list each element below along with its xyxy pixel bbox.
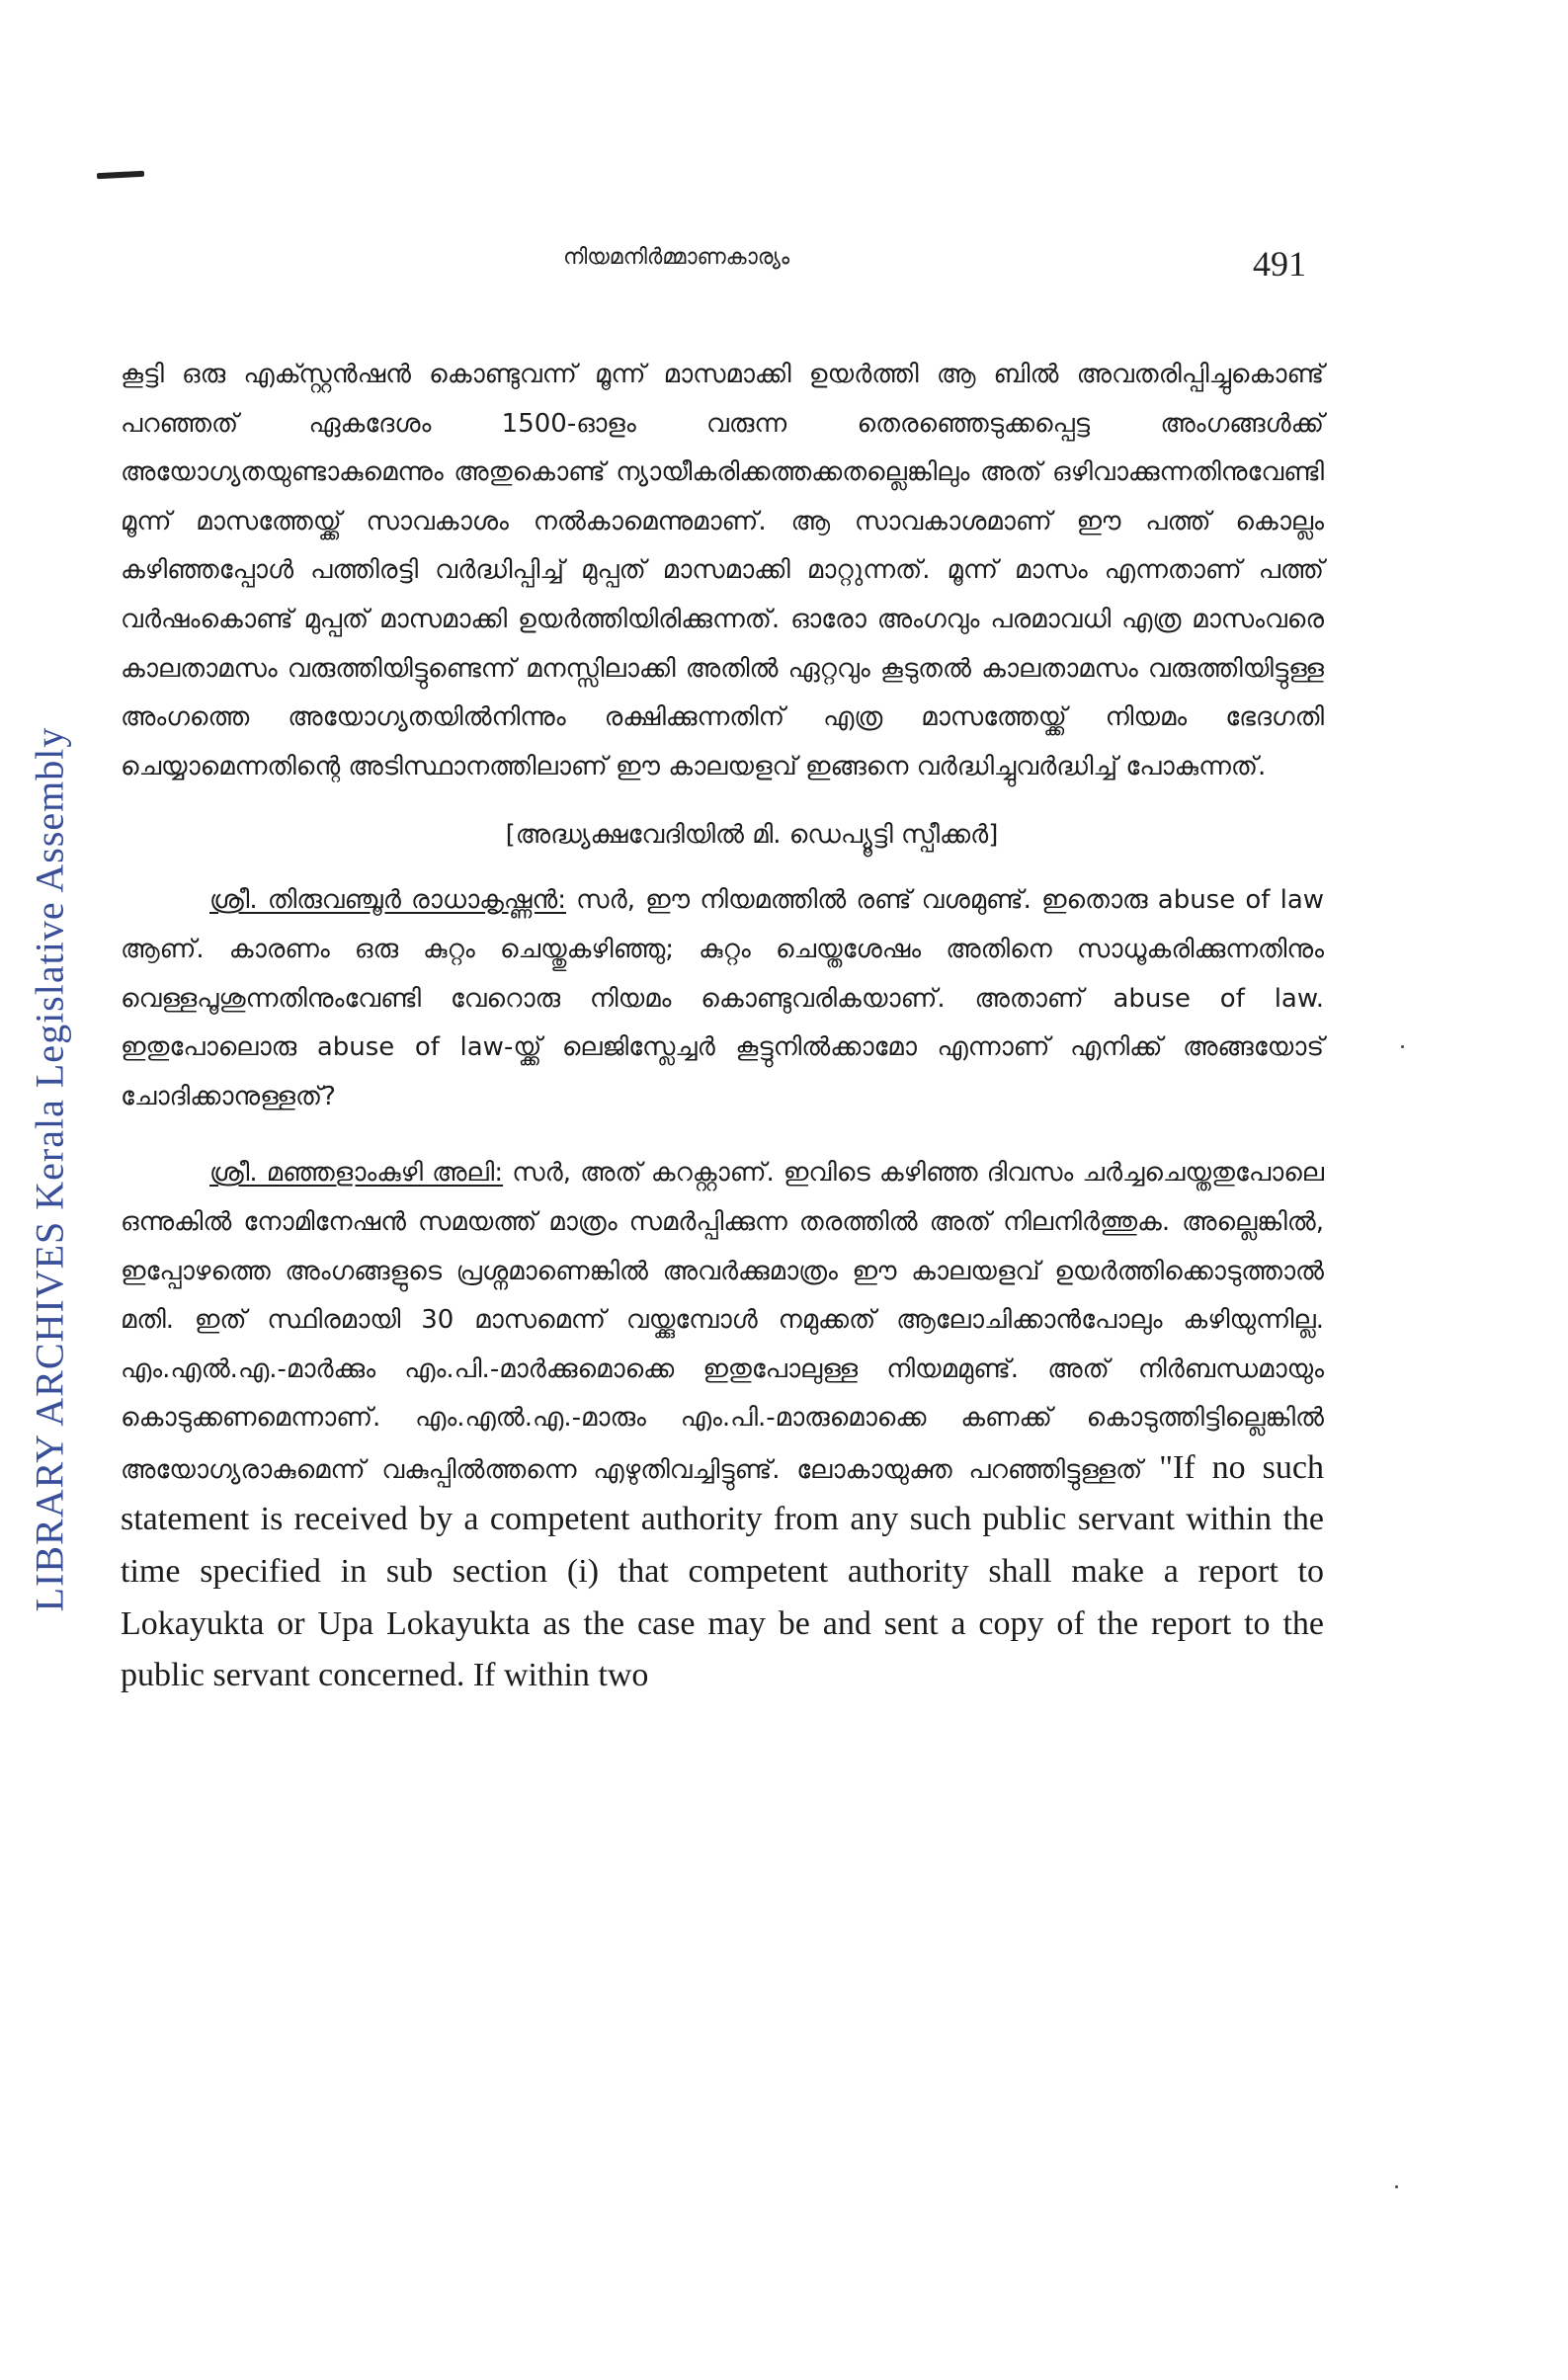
speaker-name: ശ്രീ. മഞ്ഞളാംകുഴി അലി: (209, 1158, 504, 1189)
chair-note: [അദ്ധ്യക്ഷവേദിയിൽ മി. ഡെപ്യൂട്ടി സ്പീക്കർ] (505, 820, 999, 851)
page-number: 491 (1253, 244, 1306, 284)
scan-mark (97, 171, 144, 180)
english-quote: "If no such statement is received by a competent authority from any such public servant within the time specified in sub section (i) that competent authority shall make a report to Lokayukta or Upa Lokayukta as the case may be and sent a copy of the report to the public servant concerned. If within two (121, 1448, 1324, 1694)
paragraph-1: കൂട്ടി ഒരു എക്സ്റ്റൻഷൻ കൊണ്ടുവന്ന് മൂന്ന് മാസമാക്കി ഉയർത്തി ആ ബിൽ അവതരിപ്പിച്ചുകൊണ്ട് പറഞ്ഞത് ഏകദേശം 1500-ഓളം വരുന്ന തെരഞ്ഞെടുക്കപ്പെട്ട അംഗങ്ങൾക്ക് അയോഗ്യതയുണ്ടാകുമെന്നും അതുകൊണ്ട് ന്യായീകരിക്കത്തക്കതല്ലെങ്കിലും അത് ഒഴിവാക്കുന്നതിനുവേണ്ടി മൂന്ന് മാസത്തേയ്ക്ക് സാവകാശം നൽകാമെന്നുമാണ്. ആ സാവകാശമാണ് ഈ പത്ത് കൊല്ലം കഴിഞ്ഞപ്പോൾ പത്തിരട്ടി വർദ്ധിപ്പിച്ച് മുപ്പത് മാസമാക്കി മാറ്റുന്നത്. മൂന്ന് മാസം എന്നതാണ് പത്ത് വർഷംകൊണ്ട് മുപ്പത് മാസമാക്കി ഉയർത്തിയിരിക്കുന്നത്. ഓരോ അംഗവും പരമാവധി എത്ര മാസംവരെ കാലതാമസം വരുത്തിയിട്ടുണ്ടെന്ന് മനസ്സിലാക്കി അതിൽ ഏറ്റവും കൂടുതൽ കാലതാമസം വരുത്തിയിട്ടുള്ള അംഗത്തെ അയോഗ്യതയിൽനിന്നും രക്ഷിക്കുന്നതിന് എത്ര മാസത്തേയ്ക്ക് നിയമം ഭേദഗതി ചെയ്യാമെന്നതിന്റെ അടിസ്ഥാനത്തിലാണ് ഈ കാലയളവ് ഇങ്ങനെ വർദ്ധിച്ചുവർദ്ധിച്ച് പോകുന്നത്. (121, 360, 1324, 781)
speech-1 (121, 876, 1324, 1121)
body-text (121, 351, 1324, 1703)
speech-text: സർ, അത് കറക്റ്റാണ്. ഇവിടെ കഴിഞ്ഞ ദിവസം ചർച്ചചെയ്തതുപോലെ ഒന്നുകിൽ നോമിനേഷൻ സമയത്ത് മാത്രം സമർപ്പിക്കുന്ന തരത്തിൽ അത് നിലനിർത്തുക. അല്ലെങ്കിൽ, ഇപ്പോഴത്തെ അംഗങ്ങളുടെ പ്രശ്നമാണെങ്കിൽ അവർക്കുമാത്രം ഈ കാലയളവ് ഉയർത്തിക്കൊടുത്താൽ മതി. ഇത് സ്ഥിരമായി 30 മാസമെന്ന് വയ്ക്കുമ്പോൾ നമുക്കത് ആലോചിക്കാൻപോലും കഴിയുന്നില്ല. എം.എൽ.എ.-മാർക്കും എം.പി.-മാർക്കുമൊക്കെ ഇതുപോലുള്ള നിയമമുണ്ട്. അത് നിർബന്ധമായും കൊടുക്കണമെന്നാണ്. എം.എൽ.എ.-മാരും എം.പി.-മാരുമൊക്കെ കണക്ക് കൊടുത്തിട്ടില്ലെങ്കിൽ അയോഗ്യരാകുമെന്ന് വകുപ്പിൽത്തന്നെ എഴുതിവച്ചിട്ടുണ്ട്. ലോകായുക്ത പറഞ്ഞിട്ടുള്ളത് (121, 1158, 1324, 1485)
speech-text: സർ, ഈ നിയമത്തിൽ രണ്ട് വശമുണ്ട്. ഇതൊരു abuse of law ആണ്. കാരണം ഒരു കുറ്റം ചെയ്തുകഴിഞ്ഞു; കുറ്റം ചെയ്തശേഷം അതിനെ സാധൂകരിക്കുന്നതിനും വെള്ളപൂശുന്നതിനുംവേണ്ടി വേറൊരു നിയമം കൊണ്ടുവരികയാണ്. അതാണ് abuse of law. ഇതുപോലൊരു abuse of law-യ്ക്ക് ലെജിസ്ലേച്ചർ കൂട്ടുനിൽക്കാമോ എന്നാണ് എനിക്ക് അങ്ങയോട് ചോദിക്കാനുള്ളത്? (121, 885, 1325, 1111)
scan-speck (1395, 2185, 1398, 2188)
speech-2 (121, 1149, 1324, 1703)
running-header: നിയമനിർമ്മാണകാര്യം (563, 245, 790, 270)
scan-speck (1401, 1045, 1404, 1048)
speaker-name: ശ്രീ. തിരുവഞ്ചൂർ രാധാകൃഷ്ണൻ: (209, 885, 566, 916)
archive-watermark: LIBRARY ARCHIVES Kerala Legislative Assembly (27, 726, 72, 1612)
